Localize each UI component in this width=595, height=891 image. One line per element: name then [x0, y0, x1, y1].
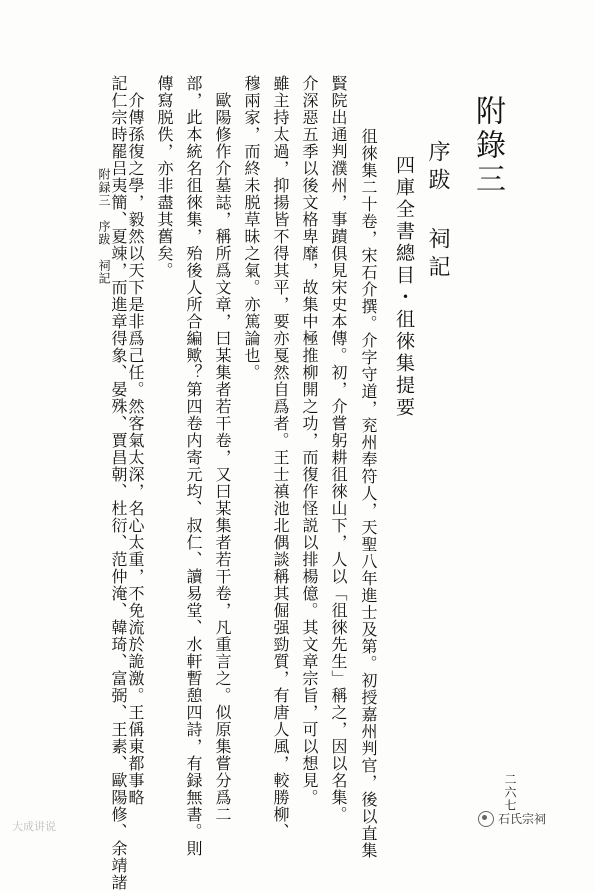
text-column: 賢院出通判濮州，事蹟俱見宋史本傳。初，介嘗躬耕徂徠山下，人以「徂徠先生」稱之，因以名集。	[329, 75, 348, 823]
page-number: 二六七	[503, 773, 517, 812]
section-title: 序跋 祠記	[425, 140, 450, 283]
text-column: 歐陽修作介墓誌，稱所爲文章，曰某集者若干卷，又曰某集者若干卷，凡重言之。似原集嘗分爲二	[213, 92, 232, 823]
text-column: 穆兩家，而終未脱草昧之氣。亦篤論也。	[242, 75, 261, 381]
watermark-left: 大成讲说	[12, 820, 56, 833]
text-column: 傳寫脱佚，亦非盡其舊矣。	[155, 75, 174, 279]
watermark-right	[478, 810, 546, 827]
text-column: 介深惡五季以後文格卑靡，故集中極推柳開之功，而復作怪説以排楊億。其文章宗旨，可以想見。	[300, 75, 319, 806]
text-column: 介傳孫復之學，毅然以天下是非爲己任。然客氣太深，名心太重，不免流於詭激。王偁東都事略	[126, 92, 145, 806]
text-column: 部，此本統名徂徠集，殆後人所合編歟？第四卷内寄元均、叔仁、讀易堂、水軒暫憩四詩，有録無書。則	[184, 75, 203, 857]
wechat-icon	[478, 811, 494, 827]
text-column: 記仁宗時罷吕夷簡、夏竦，而進章得象、晏殊、賈昌朝、杜衍、范仲淹、韓琦、富弼、王素、歐陽修、余靖諸	[109, 75, 128, 891]
watermark-right-label: 石氏宗祠	[498, 812, 547, 826]
text-column: 雖主持太過，抑揚皆不得其平，要亦戛然自爲者。王士禛池北偶談稱其倔强勁質，有唐人風，較勝柳、	[271, 75, 290, 840]
subtitle: 四庫全書總目・徂徠集提要	[393, 155, 415, 419]
appendix-title: 附錄三	[470, 95, 505, 197]
text-column: 徂徠集二十卷，宋石介撰。介字守道，兖州奉符人，天聖八年進士及第。初授嘉州判官，後以直集	[359, 128, 378, 859]
running-head: 附録三 序跋 祠記	[97, 168, 111, 285]
